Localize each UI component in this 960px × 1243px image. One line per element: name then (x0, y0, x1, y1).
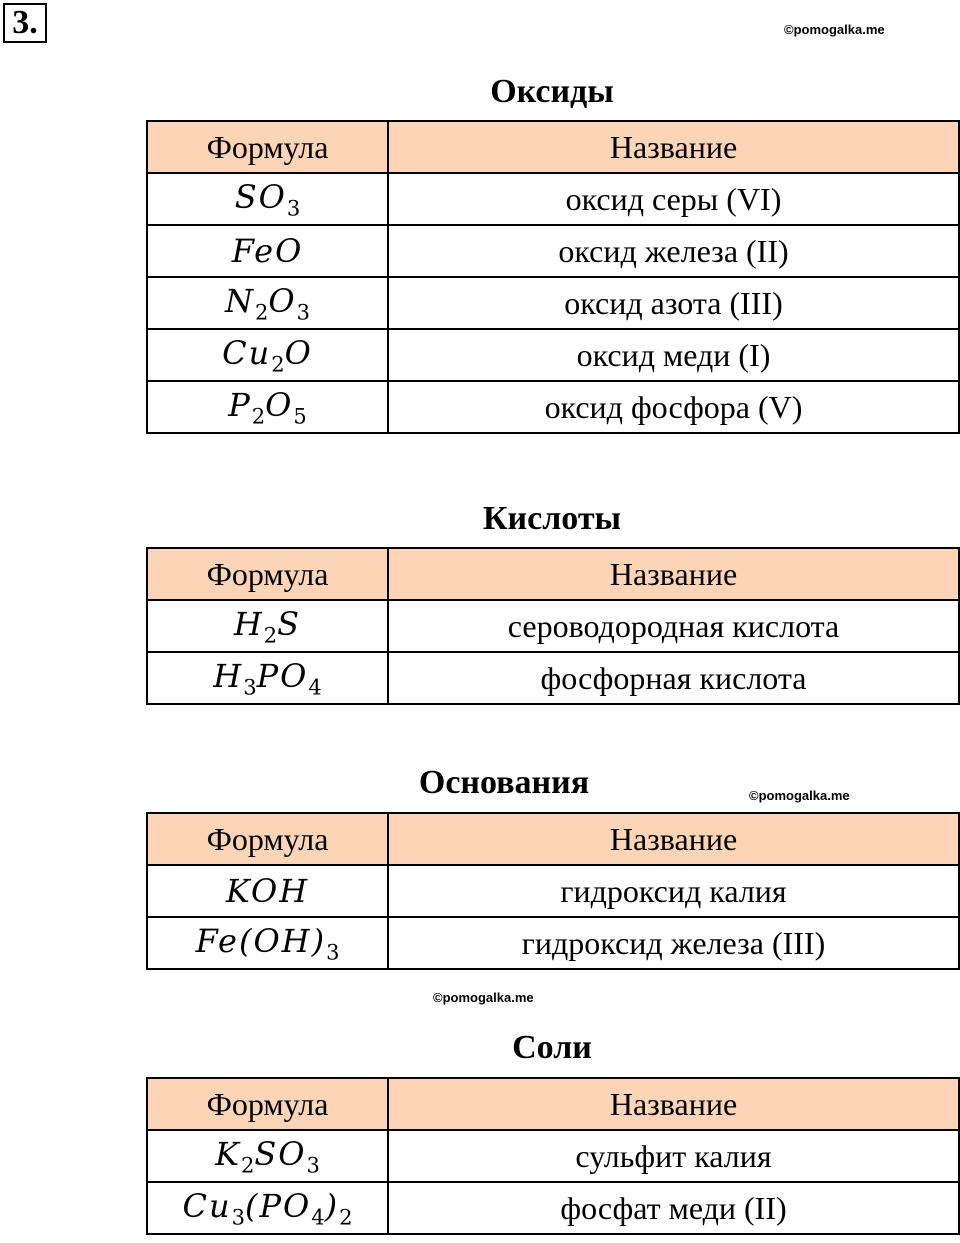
formula-text: (PO (244, 1186, 312, 1225)
name-cell: оксид меди (I) (388, 329, 959, 381)
formula-text: O (265, 385, 294, 424)
formula-cell (147, 329, 388, 381)
header-name: Название (388, 813, 959, 865)
section-title-oxides: Оксиды (490, 73, 614, 110)
name-cell: сероводородная кислота (388, 600, 959, 652)
formula-text: FeO (231, 232, 304, 270)
formula-text: Cu (182, 1186, 232, 1225)
section-title-bases-text: Основания (418, 764, 590, 801)
formula-text: O (268, 281, 297, 320)
formula-text: H (233, 604, 264, 643)
formula-cell (147, 225, 388, 277)
name-cell: фосфат меди (II) (388, 1182, 959, 1234)
table-row (147, 1130, 959, 1182)
formula-text: S (277, 604, 302, 643)
formula-cell (147, 917, 388, 969)
formula-subscript: 3 (326, 940, 340, 965)
formula-text: SO (234, 177, 287, 216)
table-row (147, 329, 959, 381)
name-cell: оксид железа (II) (388, 225, 959, 277)
formula-text: H (213, 656, 244, 695)
formula-text: KOH (225, 872, 310, 910)
formula-cell (147, 652, 388, 704)
name-cell: сульфит калия (388, 1130, 959, 1182)
formula-subscript: 3 (231, 1205, 245, 1230)
watermark-top: ©pomogalka.me (784, 22, 885, 37)
table-header-row (147, 121, 959, 173)
salts-table (146, 1077, 960, 1235)
header-formula: Формула (147, 121, 388, 173)
formula-subscript: 5 (293, 404, 307, 429)
formula-subscript: 2 (241, 1153, 255, 1178)
name-cell: гидроксид калия (388, 865, 959, 917)
section-title-salts: Соли (512, 1029, 592, 1066)
formula-text: SO (254, 1134, 307, 1173)
bases-table (146, 812, 960, 970)
table-header-row (147, 1078, 959, 1130)
table-row (147, 1182, 959, 1234)
header-formula: Формула (147, 548, 388, 600)
table-row (147, 600, 959, 652)
header-formula: Формула (147, 1078, 388, 1130)
name-cell: оксид серы (VI) (388, 173, 959, 225)
formula-subscript: 3 (296, 300, 310, 325)
table-row (147, 277, 959, 329)
oxides-table (146, 120, 960, 434)
table-row (147, 381, 959, 433)
watermark-middle: ©pomogalka.me (749, 788, 850, 803)
formula-subscript: 2 (263, 623, 278, 648)
formula-text: N (225, 281, 255, 320)
formula-text: O (284, 333, 313, 372)
table-row (147, 652, 959, 704)
table-header-row (147, 813, 959, 865)
formula-subscript: 2 (255, 300, 269, 325)
formula-cell (147, 600, 388, 652)
formula-subscript: 4 (308, 675, 322, 700)
header-name: Название (388, 548, 959, 600)
formula-text: K (215, 1134, 241, 1173)
header-formula: Формула (147, 813, 388, 865)
formula-subscript: 2 (251, 404, 266, 429)
formula-text: PO (256, 656, 309, 695)
name-cell: оксид азота (III) (388, 277, 959, 329)
acids-table (146, 547, 960, 705)
table-row (147, 865, 959, 917)
table-row (147, 225, 959, 277)
watermark-lower: ©pomogalka.me (433, 990, 534, 1005)
exercise-number: 3. (3, 3, 47, 43)
header-name: Название (388, 121, 959, 173)
table-row (147, 917, 959, 969)
name-cell: оксид фосфора (V) (388, 381, 959, 433)
name-cell: фосфорная кислота (388, 652, 959, 704)
formula-subscript: 3 (286, 196, 301, 221)
formula-text: Fe(OH) (195, 921, 327, 960)
formula-subscript: 2 (271, 352, 285, 377)
formula-text: ) (324, 1186, 340, 1225)
table-header-row (147, 548, 959, 600)
formula-cell (147, 173, 388, 225)
formula-cell (147, 1182, 388, 1234)
formula-cell (147, 865, 388, 917)
formula-cell (147, 277, 388, 329)
formula-text: P (228, 385, 252, 424)
formula-text: Cu (222, 333, 272, 372)
name-cell: гидроксид железа (III) (388, 917, 959, 969)
section-title-bases (146, 763, 958, 803)
formula-subscript: 3 (243, 675, 257, 700)
header-name: Название (388, 1078, 959, 1130)
formula-subscript: 4 (311, 1205, 325, 1230)
formula-subscript: 3 (306, 1153, 320, 1178)
formula-cell (147, 1130, 388, 1182)
table-row (147, 173, 959, 225)
formula-cell (147, 381, 388, 433)
section-title-acids: Кислоты (482, 500, 622, 537)
formula-subscript: 2 (339, 1205, 353, 1230)
